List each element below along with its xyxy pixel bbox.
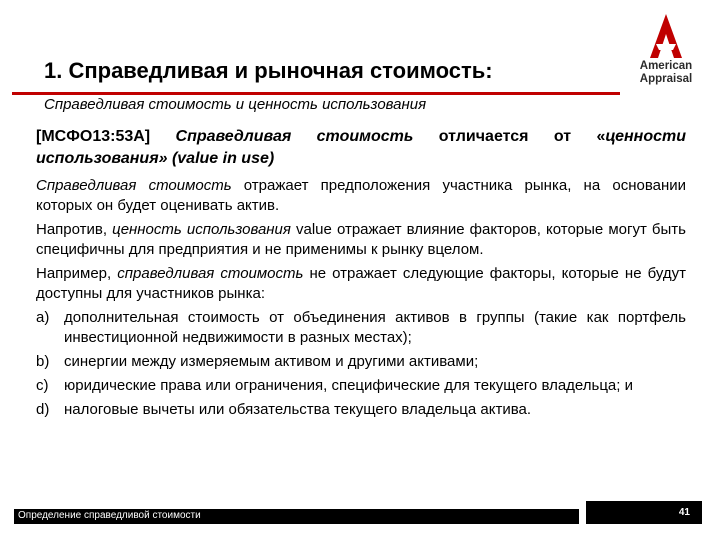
list-item: [36, 352, 686, 372]
logo-text: [624, 60, 708, 86]
p2-term: ценность использования: [112, 221, 291, 238]
slide-body: [36, 126, 686, 424]
page-title: 1. Справедливая и рыночная стоимость:: [44, 58, 493, 83]
title-divider: [12, 92, 620, 95]
list-item: [36, 376, 686, 396]
page-number: 41: [678, 507, 690, 518]
logo-line-1: American: [639, 60, 693, 72]
intro-term-value-in-use: ценности использования» (value in use): [36, 128, 687, 167]
factor-list: [36, 308, 686, 420]
paragraph-example: [36, 264, 686, 304]
p1-term: Справедливая стоимость: [36, 177, 232, 194]
p3-start: Например,: [36, 265, 118, 282]
logo-line-2: Appraisal: [639, 73, 693, 85]
page-subtitle: Справедливая стоимость и ценность использования: [44, 96, 427, 113]
list-item: [36, 400, 686, 420]
footer-bar: [14, 509, 579, 524]
footer-label: Определение справедливой стоимости: [18, 510, 201, 521]
list-marker: a): [36, 309, 50, 326]
paragraph-fair-value: [36, 176, 686, 216]
intro-term-fair-value: Справедливая стоимость: [175, 128, 414, 145]
p3-text: не отражает следующие факторы, которые не будут доступны для участников рынка:: [36, 265, 686, 302]
list-item-text: синергии между измеряемым активом и другими активами;: [64, 353, 479, 370]
intro-middle: отличается от «: [413, 128, 606, 145]
p1-text: отражает предположения участника рынка, на основании которых он будет оценивать актив.: [36, 177, 686, 214]
p2-start: Напротив,: [36, 221, 113, 238]
p3-term: справедливая стоимость: [117, 265, 304, 282]
list-marker: d): [36, 401, 50, 418]
p2-text: value отражает влияние факторов, которые могут быть специфичны для предприятия и не применимы к рынку вцелом.: [36, 221, 686, 258]
list-item-text: дополнительная стоимость от объединения активов в группы (такие как портфель инвестиционной недвижимости в разных местах);: [64, 309, 686, 346]
paragraph-value-in-use: [36, 220, 686, 260]
intro-paragraph: [36, 126, 686, 170]
list-marker: b): [36, 353, 50, 370]
american-appraisal-logo: [624, 14, 708, 104]
list-marker: c): [36, 377, 49, 394]
logo-mark-icon: [650, 14, 682, 58]
page-number-box: [586, 501, 702, 524]
standard-reference: [МСФО13:53А]: [36, 128, 176, 145]
list-item-text: юридические права или ограничения, специфические для текущего владельца; и: [64, 377, 633, 394]
list-item: [36, 308, 686, 348]
list-item-text: налоговые вычеты или обязательства текущего владельца актива.: [64, 401, 532, 418]
